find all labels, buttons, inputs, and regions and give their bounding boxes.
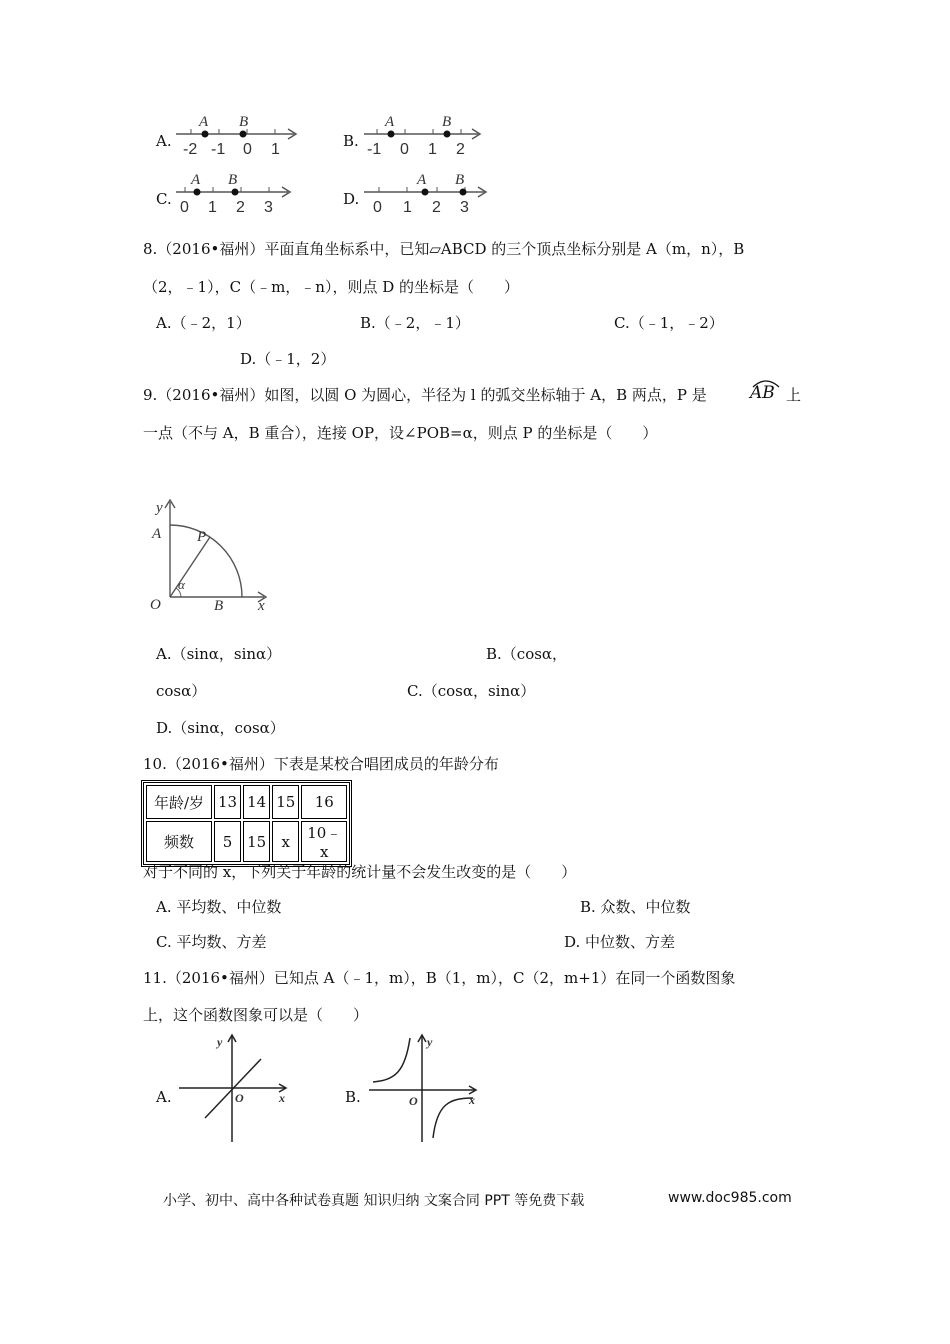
axis-x-label: x [258,598,265,614]
point-a-label: A [152,526,162,542]
table-cell: 10﹣x [301,821,347,862]
point-a-label: A [385,114,395,130]
q7-option-b-label: B. [343,132,359,150]
q11-stem-line2: 上，这个函数图象可以是（ ） [143,1006,369,1024]
point-p-label: P [197,529,207,545]
q9-option-b: B.（cosα， [486,645,568,663]
point-b-label: B [239,114,249,130]
table-cell: 15 [272,785,299,819]
tick-label: 2 [456,141,465,158]
q7-option-d-number-line [360,170,490,218]
point-a-label: A [191,172,201,188]
table-row [146,821,347,862]
q11-option-a-linear-graph [175,1032,295,1147]
axis-y-label: y [427,1035,433,1049]
q8-option-b: B.（﹣2，﹣1） [360,314,470,332]
q7-option-a-label: A. [156,132,172,150]
table-cell: 15 [243,821,270,862]
tick-label: 0 [243,141,252,158]
angle-alpha-label: α [178,577,185,592]
q11-option-b-label: B. [345,1088,361,1106]
tick-label: 1 [403,199,412,216]
footer-text: 小学、初中、高中各种试卷真题 知识归纳 文案合同 PPT 等免费下载 [163,1193,585,1209]
tick-label: 3 [460,199,469,216]
q9-stem-line1: 9.（2016•福州）如图，以圆 O 为圆心，半径为 l 的弧交坐标轴于 A，B 两点，P 是 [143,386,707,404]
q8-option-c: C.（﹣1，﹣2） [614,314,724,332]
table-cell: 16 [301,785,347,819]
q11-option-b-inverse-graph [365,1032,485,1147]
table-cell: 14 [243,785,270,819]
q10-option-d: D. 中位数、方差 [564,933,676,951]
tick-label: -1 [211,141,226,158]
tick-label: 0 [373,199,382,216]
q9-option-c: C.（cosα，sinα） [407,682,536,700]
age-distribution-table [143,782,350,865]
table-cell: 13 [214,785,241,819]
axis-x-label: x [279,1091,285,1105]
q9-option-b-continued: cosα） [156,682,207,700]
origin-label: O [150,597,161,613]
point-b-label: B [214,598,224,614]
q8-stem-line1: 8.（2016•福州）平面直角坐标系中，已知▱ABCD 的三个顶点坐标分别是 A（m，n），B [143,240,745,258]
q7-option-c-number-line [172,170,302,218]
q7-option-d-label: D. [343,190,360,208]
arc-label: AB [750,383,775,403]
q7-option-b-number-line [360,112,490,160]
table-cell: 年龄/岁 [146,785,212,819]
q10-option-b: B. 众数、中位数 [580,898,691,916]
q7-option-a-number-line [172,112,302,160]
q8-option-a: A.（﹣2，1） [156,314,251,332]
table-row [146,785,347,819]
point-a-label: A [199,114,209,130]
tick-label: 1 [428,141,437,158]
tick-label: 1 [271,141,280,158]
axis-y-label: y [217,1035,223,1049]
origin-label: O [235,1091,244,1105]
tick-label: 2 [236,199,245,216]
tick-label: 3 [264,199,273,216]
q8-stem-line2: （2，﹣1），C（﹣m，﹣n），则点 D 的坐标是（ ） [143,278,520,296]
q11-option-a-label: A. [156,1088,172,1106]
table-cell: 频数 [146,821,212,862]
q10-option-c: C. 平均数、方差 [156,933,267,951]
footer-url[interactable]: www.doc985.com [668,1190,792,1206]
q7-option-c-label: C. [156,190,172,208]
axis-y-label: y [156,500,163,516]
q11-stem-line1: 11.（2016•福州）已知点 A（﹣1，m），B（1，m），C（2，m+1）在同一个函数图象 [143,969,736,987]
tick-label: 1 [208,199,217,216]
tick-label: -2 [183,141,198,158]
point-b-label: B [228,172,238,188]
q10-stem-line1: 10.（2016•福州）下表是某校合唱团成员的年龄分布 [143,755,499,773]
table-cell: x [272,821,299,862]
q10-stem-line2: 对于不同的 x，下列关于年龄的统计量不会发生改变的是（ ） [143,863,577,881]
point-b-label: B [442,114,452,130]
point-a-label: A [417,172,427,188]
tick-label: -1 [367,141,382,158]
q8-option-d: D.（﹣1，2） [240,350,336,368]
q9-option-a: A.（sinα，sinα） [156,645,282,663]
table-cell: 5 [214,821,241,862]
tick-label: 0 [400,141,409,158]
q9-stem-line2: 一点（不与 A，B 重合），连接 OP，设∠POB=α，则点 P 的坐标是（ ） [143,424,658,442]
q10-option-a: A. 平均数、中位数 [156,898,282,916]
origin-label: O [409,1094,418,1108]
q9-option-d: D.（sinα，cosα） [156,719,285,737]
tick-label: 0 [180,199,189,216]
point-b-label: B [455,172,465,188]
axis-x-label: x [469,1093,475,1107]
q9-figure-quarter-circle [140,492,280,617]
tick-label: 2 [432,199,441,216]
q9-stem-line1-tail: 上 [786,386,802,404]
